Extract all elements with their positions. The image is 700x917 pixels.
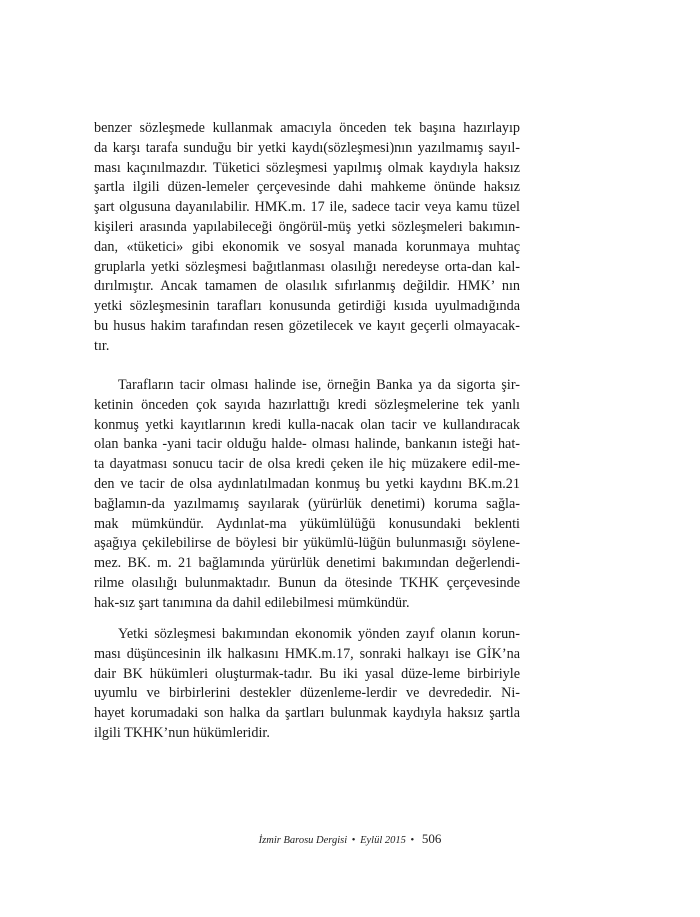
text-line: da karşı tarafa sunduğu bir yetki kaydı(sözleşmesi)nın yazılmamış sayıl- [94, 139, 520, 156]
text-line: ilgili TKHK’nun hükümleridir. [94, 724, 270, 741]
text-line: den ve tacir de olsa aydınlatılmadan konmuş bu yetki kaydını BK.m.21 [94, 475, 520, 492]
paragraph-1 [94, 119, 520, 357]
text-line: olan banka -yani tacir olduğu halde- olması halinde, bankanın isteği hat- [94, 436, 520, 453]
text-line: bu husus hakim tarafından resen gözetilecek ve kayıt geçerli olmayacak- [94, 317, 520, 334]
text-line: mez. BK. m. 21 bağlamında yürürlük denetimi bakımından değerlendi- [94, 555, 520, 572]
text-line: ta dayatması sonucu tacir de olsa kredi çeken ile hiç müzakere edil-me- [94, 456, 520, 473]
text-line: şartla ilgili düzen-lemeler çerçevesinde dahi mahkeme önünde haksız [94, 179, 520, 196]
text-line: ması düşüncesinin ilk halkasını HMK.m.17, sonraki halkayı ise GİK’na [94, 645, 520, 662]
paragraph-3 [94, 625, 520, 744]
text-line: tır. [94, 337, 110, 354]
page-footer [0, 831, 700, 847]
text-line: şart olgusuna dayanılabilir. HMK.m. 17 ile, sadece tacir veya kamu tüzel [94, 199, 520, 216]
footer-separator-2: • [410, 835, 415, 846]
text-line: hak-sız şart tanımına da dahil edilebilmesi mümkündür. [94, 594, 410, 611]
text-line: konmuş yetki kayıtlarının kredi kulla-nacak olan tacir ve kullandıracak [94, 416, 520, 433]
page-number: 506 [421, 831, 442, 846]
footer-separator: • [351, 835, 356, 846]
text-line: hayet korumadaki son halka da şartları bulunmak kaydıyla haksız şartla [94, 705, 520, 722]
text-line: yetki sözleşmesinin tarafları konusunda getirdiği kısıda uyulmadığında [94, 298, 520, 315]
text-line: kişileri arasında yapılabileceği öngörül-müş yetki sözleşmeleri bakımın- [94, 218, 520, 235]
text-line: Yetki sözleşmesi bakımından ekonomik yönden zayıf olanın korun- [118, 626, 520, 642]
text-line: dırılmıştır. Ancak tamamen de olasılık sıfırlanmış değildir. HMK’ nın [94, 278, 520, 295]
journal-name: İzmir Barosu Dergisi [258, 835, 348, 846]
text-line: ketinin önceden çok sayıda hazırlattığı kredi sözleşmelerine tek yanlı [94, 396, 520, 413]
text-line: ması kaçınılmazdır. Tüketici sözleşmesi yapılmış olmak kaydıyla haksız [94, 159, 520, 176]
text-line: dair BK hükümleri oluşturmak-tadır. Bu iki yasal düze-leme birbiriyle [94, 665, 520, 682]
text-line: mak mümkündür. Aydınlat-ma yükümlülüğü konusundaki beklenti [94, 515, 520, 532]
paragraph-2 [94, 376, 520, 614]
text-line: gruplarla yetki sözleşmesi bağıtlanması olasılığı neredeyse orta-dan kal- [94, 258, 520, 275]
text-line: aşağıya çekilebilirse de böylesi bir yükümlü-lüğün bulunmasığı söylene- [94, 535, 520, 552]
text-line: Tarafların tacir olması halinde ise, örneğin Banka ya da sigorta şir- [118, 377, 520, 393]
issue-date: Eylül 2015 [360, 835, 406, 846]
text-line: rilme olasılığı bulunmaktadır. Bunun da ötesinde TKHK çerçevesinde [94, 574, 520, 591]
text-line: benzer sözleşmede kullanmak amacıyla önceden tek başına hazırlayıp [94, 120, 520, 136]
text-line: uyumlu ve birbirlerini destekler düzenleme-lerdir ve devrededir. Ni- [94, 685, 520, 702]
text-line: bağlamın-da yazılmamış sayılarak (yürürlük denetimi) koruma sağla- [94, 495, 520, 512]
text-line: dan, «tüketici» gibi ekonomik ve sosyal manada korunmaya muhtaç [94, 238, 520, 255]
